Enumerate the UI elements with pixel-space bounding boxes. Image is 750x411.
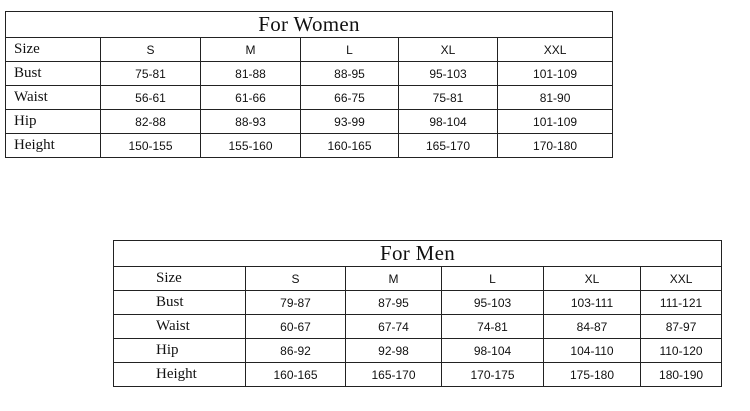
women-size-label: Size [6,38,101,62]
men-cell: 74-81 [442,315,544,339]
men-size-xxl: XXL [641,267,722,291]
men-cell: 175-180 [544,363,641,387]
women-size-xl: XL [399,38,498,62]
men-header-row [114,267,722,291]
men-cell: 60-67 [246,315,346,339]
women-row-label: Height [6,134,101,158]
men-cell: 79-87 [246,291,346,315]
men-cell: 165-170 [346,363,442,387]
women-row-height [6,134,613,158]
men-row-label: Height [114,363,246,387]
men-row-waist [114,315,722,339]
women-cell: 88-93 [201,110,301,134]
men-cell: 170-175 [442,363,544,387]
men-cell: 104-110 [544,339,641,363]
men-row-label: Hip [114,339,246,363]
women-cell: 155-160 [201,134,301,158]
men-size-s: S [246,267,346,291]
men-cell: 92-98 [346,339,442,363]
men-size-xl: XL [544,267,641,291]
women-row-bust [6,62,613,86]
women-cell: 93-99 [301,110,399,134]
women-row-label: Hip [6,110,101,134]
women-cell: 81-88 [201,62,301,86]
men-cell: 98-104 [442,339,544,363]
men-cell: 160-165 [246,363,346,387]
men-row-label: Bust [114,291,246,315]
men-cell: 87-97 [641,315,722,339]
women-cell: 150-155 [101,134,201,158]
men-cell: 67-74 [346,315,442,339]
men-cell: 103-111 [544,291,641,315]
women-size-table [5,11,613,158]
men-row-label: Waist [114,315,246,339]
men-size-label: Size [114,267,246,291]
women-cell: 81-90 [498,86,613,110]
men-cell: 84-87 [544,315,641,339]
women-table-title: For Women [6,12,613,38]
women-row-label: Waist [6,86,101,110]
men-size-l: L [442,267,544,291]
men-size-table [113,240,722,387]
men-cell: 111-121 [641,291,722,315]
women-cell: 75-81 [399,86,498,110]
women-size-m: M [201,38,301,62]
women-cell: 56-61 [101,86,201,110]
women-cell: 88-95 [301,62,399,86]
women-cell: 101-109 [498,62,613,86]
women-cell: 61-66 [201,86,301,110]
men-cell: 110-120 [641,339,722,363]
women-cell: 101-109 [498,110,613,134]
women-cell: 170-180 [498,134,613,158]
women-cell: 75-81 [101,62,201,86]
women-row-waist [6,86,613,110]
women-cell: 98-104 [399,110,498,134]
men-size-m: M [346,267,442,291]
women-row-label: Bust [6,62,101,86]
women-size-s: S [101,38,201,62]
men-table-title: For Men [114,241,722,267]
women-cell: 95-103 [399,62,498,86]
women-size-xxl: XXL [498,38,613,62]
women-row-hip [6,110,613,134]
men-cell: 95-103 [442,291,544,315]
women-size-l: L [301,38,399,62]
women-cell: 66-75 [301,86,399,110]
women-cell: 165-170 [399,134,498,158]
men-cell: 180-190 [641,363,722,387]
men-row-height [114,363,722,387]
men-row-bust [114,291,722,315]
men-row-hip [114,339,722,363]
men-cell: 86-92 [246,339,346,363]
women-header-row [6,38,613,62]
men-cell: 87-95 [346,291,442,315]
women-cell: 160-165 [301,134,399,158]
women-cell: 82-88 [101,110,201,134]
